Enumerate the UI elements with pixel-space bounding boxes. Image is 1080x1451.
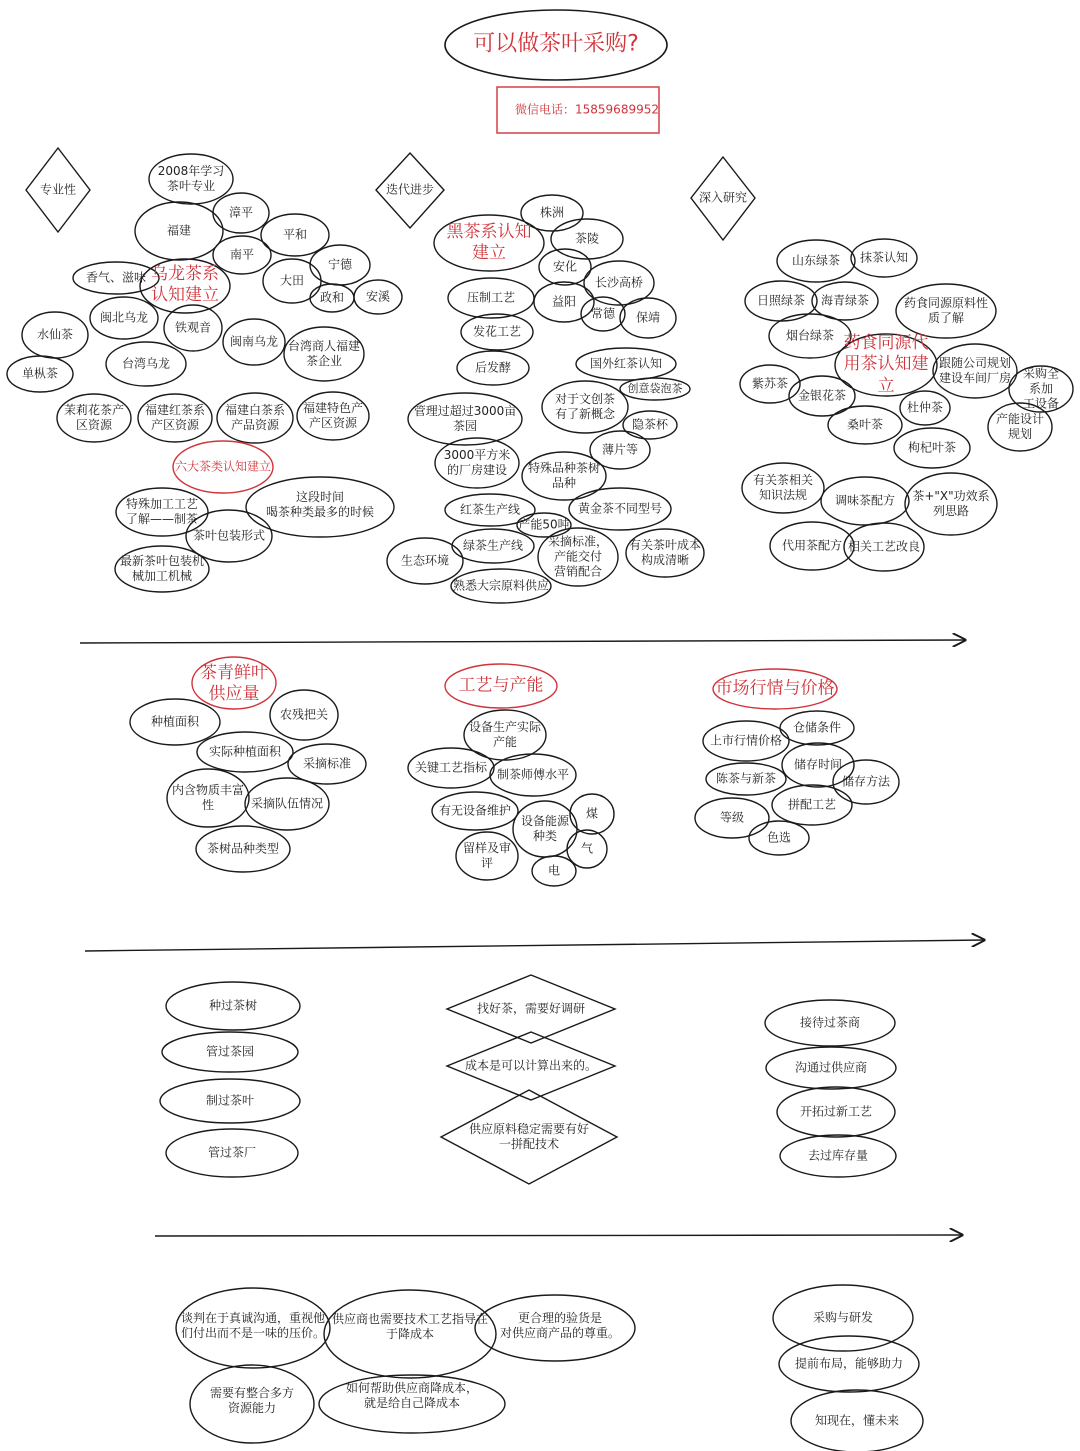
node: 南平	[229, 247, 255, 262]
node: 福建红茶系 产区资源	[144, 403, 206, 432]
node: 3000平方米 的厂房建设	[443, 448, 511, 477]
node: 薄片等	[601, 442, 639, 457]
node: 漳平	[228, 205, 254, 220]
node-heading: 六大茶类认知建立	[174, 459, 272, 474]
node: 常德	[590, 306, 616, 321]
timeline-arrow-1	[80, 640, 965, 643]
experience-item: 管过茶厂	[207, 1145, 257, 1160]
node-heading: 乌龙茶系 认知建立	[151, 263, 219, 305]
node: 长沙高桥	[594, 275, 644, 290]
node: 拼配工艺	[787, 797, 837, 812]
experience-item: 制过茶叶	[205, 1093, 255, 1108]
node: 发花工艺	[472, 324, 522, 339]
node: 红茶生产线	[459, 502, 521, 517]
node: 有关茶相关 知识法规	[752, 473, 814, 502]
principle-item: 供应商也需要技术工艺指导在 于降成本	[331, 1312, 489, 1341]
node: 制茶师傅水平	[496, 767, 570, 782]
node: 相关工艺改良	[847, 539, 921, 554]
col1-ellipses	[7, 154, 402, 592]
node: 宁德	[327, 257, 353, 272]
node: 最新茶叶包装机 械加工机械	[119, 554, 205, 583]
node-heading: 茶青鲜叶 供应量	[200, 662, 268, 704]
node: 代用茶配方	[781, 538, 843, 553]
principle-item: 更合理的验货是 对供应商产品的尊重。	[499, 1311, 621, 1340]
timeline-arrow-2	[85, 940, 984, 951]
node: 益阳	[551, 294, 577, 309]
node: 平和	[282, 227, 308, 242]
node: 产能50吨	[518, 517, 570, 532]
diamond-statement: 成本是可以计算出来的。	[464, 1058, 598, 1073]
node: 茉莉花茶产 区资源	[63, 403, 125, 432]
node: 茶陵	[574, 231, 600, 246]
node: 后发酵	[474, 360, 512, 375]
node: 株洲	[539, 205, 565, 220]
node: 紫苏茶	[751, 376, 789, 391]
node: 创意袋泡茶	[627, 382, 683, 396]
node: 采摘标准	[302, 756, 352, 771]
node: 海青绿茶	[820, 293, 870, 308]
node: 采摘标准， 产能交付 营销配合	[547, 534, 609, 579]
experience-item: 管过茶园	[205, 1044, 255, 1059]
node: 枸杞叶茶	[907, 440, 957, 455]
node: 桑叶茶	[846, 417, 884, 432]
node: 保靖	[635, 310, 661, 325]
node: 气	[580, 841, 594, 856]
node: 闽北乌龙	[99, 310, 149, 325]
experience-item: 去过库存量	[807, 1148, 869, 1163]
node: 种植面积	[150, 714, 200, 729]
node: 设备生产实际 产能	[468, 720, 542, 749]
node: 茶叶包装形式	[192, 528, 266, 543]
node: 色选	[766, 830, 792, 845]
node: 福建	[166, 223, 192, 238]
page-title: 可以做茶叶采购?	[473, 31, 639, 57]
node: 特殊加工工艺 了解——制茶	[125, 497, 199, 526]
node: 调味茶配方	[834, 493, 896, 508]
node-heading: 市场行情与价格	[715, 678, 835, 699]
node: 管理过超过3000亩 茶园	[413, 404, 517, 433]
goal-item: 采购与研发	[812, 1310, 874, 1325]
node: 单枞茶	[21, 366, 59, 381]
principle-item: 谈判在于真诚沟通，重视他 们付出而不是一味的压价。	[180, 1311, 326, 1340]
node: 有无设备维护	[438, 803, 512, 818]
node: 水仙茶	[36, 327, 74, 342]
experience-item: 接待过茶商	[799, 1015, 861, 1030]
node: 铁观音	[174, 320, 212, 335]
node: 台湾乌龙	[121, 356, 171, 371]
node: 产能设计 规划	[995, 412, 1045, 441]
node: 特殊品种茶树 品种	[527, 461, 601, 490]
node-heading: 药食同源代 用茶认知建 立	[843, 333, 929, 396]
node: 跟随公司规划 建设车间厂房	[938, 356, 1012, 385]
experience-item: 沟通过供应商	[794, 1060, 868, 1075]
diamond-label-iteration: 迭代进步	[385, 182, 435, 197]
node: 设备能源 种类	[520, 814, 570, 843]
goal-item: 知现在，懂未来	[814, 1413, 900, 1428]
node: 这段时间 喝茶种类最多的时候	[265, 490, 375, 519]
node: 日照绿茶	[756, 293, 806, 308]
principle-item: 如何帮助供应商降成本， 就是给自己降成本	[345, 1381, 479, 1410]
node: 农残把关	[279, 707, 329, 722]
node: 压制工艺	[466, 290, 516, 305]
node: 杜仲茶	[906, 400, 944, 415]
node: 金银花茶	[797, 388, 847, 403]
node: 安化	[552, 259, 578, 274]
node: 煤	[585, 806, 599, 821]
node: 等级	[719, 810, 745, 825]
node: 绿茶生产线	[462, 538, 524, 553]
node: 仓储条件	[792, 720, 842, 735]
node: 关键工艺指标	[414, 760, 488, 775]
principle-item: 需要有整合多方 资源能力	[209, 1386, 295, 1415]
node: 国外红茶认知	[589, 356, 663, 371]
node: 陈茶与新茶	[715, 771, 777, 786]
node: 上市行情价格	[709, 733, 783, 748]
node: 政和	[319, 290, 345, 305]
node: 黄金茶不同型号	[577, 501, 663, 516]
node: 闽南乌龙	[229, 334, 279, 349]
node: 留样及审 评	[462, 841, 512, 870]
node: 采摘队伍情况	[250, 796, 324, 811]
node: 采购全系加 工设备	[1022, 366, 1059, 411]
node: 香气、滋味	[85, 270, 147, 285]
timeline-arrow-3	[155, 1235, 962, 1236]
node: 大田	[279, 273, 305, 288]
diamond-label-research: 深入研究	[698, 190, 748, 205]
node: 茶树品种类型	[206, 841, 280, 856]
node: 烟台绿茶	[785, 328, 835, 343]
node-heading: 黑茶系认知 建立	[446, 221, 532, 263]
node: 内含物质丰富 性	[171, 783, 245, 812]
diamond-label-professional: 专业性	[39, 182, 77, 197]
node: 安溪	[365, 289, 391, 304]
node: 储存方法	[841, 774, 891, 789]
experience-item: 开拓过新工艺	[799, 1104, 873, 1119]
node: 隐茶杯	[631, 417, 669, 432]
node: 药食同源原料性 质了解	[903, 296, 989, 325]
node: 2008年学习 茶叶专业	[157, 164, 225, 193]
node: 福建白茶系 产品资源	[224, 403, 286, 432]
node: 电	[547, 863, 561, 878]
node: 有关茶叶成本 构成清晰	[628, 538, 702, 567]
node: 山东绿茶	[791, 253, 841, 268]
node: 台湾商人福建 茶企业	[287, 339, 361, 368]
contact-phone: 微信电话：15859689952	[515, 102, 659, 117]
goal-item: 提前布局，能够助力	[794, 1356, 904, 1371]
diamond-statement: 找好茶，需要好调研	[476, 1001, 586, 1016]
node: 抹茶认知	[859, 250, 909, 265]
node: 对于文创茶 有了新概念	[554, 392, 616, 421]
diamond-statement: 供应原料稳定需要有好 一拼配技术	[468, 1122, 590, 1151]
node: 熟悉大宗原料供应	[452, 578, 550, 593]
node: 生态环境	[400, 553, 450, 568]
node: 福建特色产 产区资源	[302, 401, 364, 430]
node: 茶+"X"功效系 列思路	[912, 489, 990, 518]
node-heading: 工艺与产能	[458, 675, 544, 696]
node: 储存时间	[793, 757, 843, 772]
node: 实际种植面积	[208, 744, 282, 759]
experience-item: 种过茶树	[208, 998, 258, 1013]
